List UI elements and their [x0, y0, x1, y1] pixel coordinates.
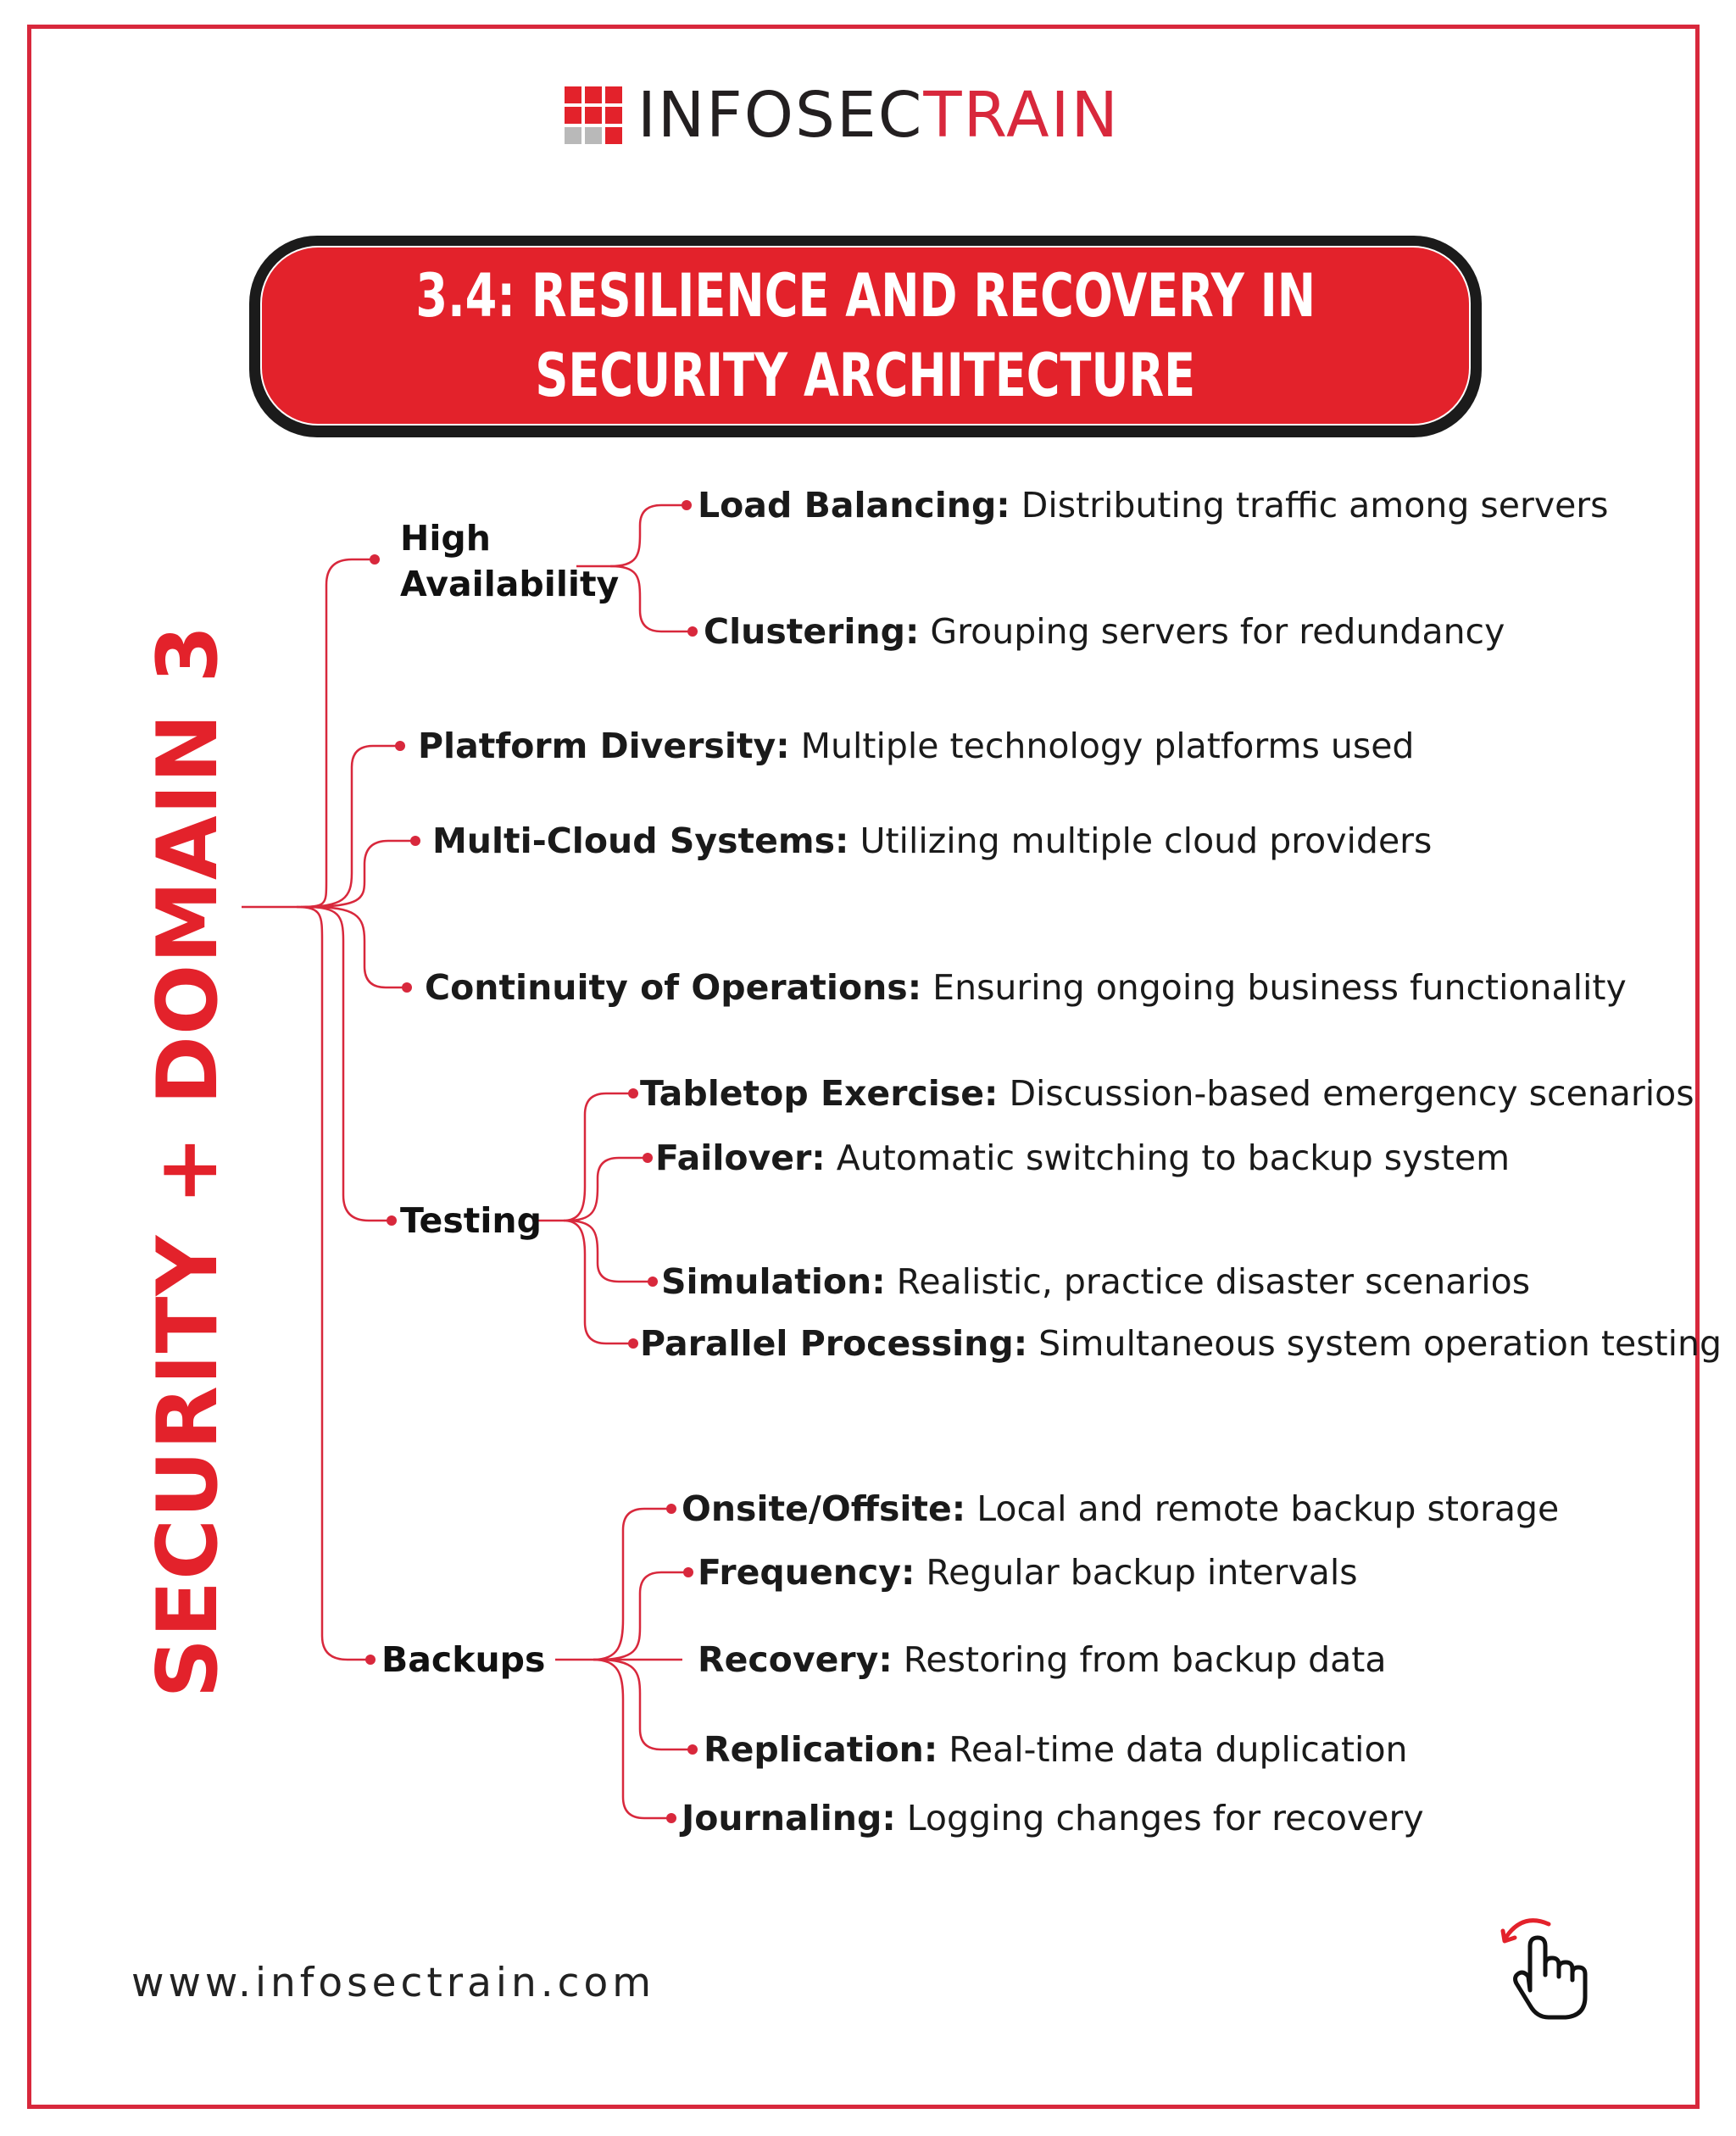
testing-link-failover [566, 1158, 646, 1221]
ha-link-clustering [610, 566, 691, 631]
node-frequency: Frequency: Regular backup intervals [698, 1552, 1358, 1593]
branch-continuity [309, 907, 405, 987]
node-clustering: Clustering: Grouping servers for redundancy [704, 611, 1505, 652]
dot-onsite [666, 1504, 676, 1514]
dot-frequency [683, 1567, 693, 1577]
node-platform-diversity: Platform Diversity: Multiple technology platforms used [418, 726, 1415, 766]
branch-multi-cloud [307, 841, 414, 907]
dot-testing [387, 1215, 397, 1226]
dot-simulation [648, 1277, 658, 1287]
testing-link-simulation [566, 1221, 651, 1282]
node-recovery: Recovery: Restoring from backup data [698, 1639, 1387, 1680]
node-parallel-processing: Parallel Processing: Simultaneous system operation testing [640, 1323, 1722, 1364]
dot-load-balancing [682, 500, 692, 510]
ha-link-load-balancing [610, 505, 685, 566]
group-backups: Backups [381, 1639, 546, 1680]
side-label: SECURITY + DOMAIN 3 [140, 624, 236, 1699]
dot-failover [643, 1153, 653, 1163]
dot-tabletop [628, 1088, 638, 1099]
node-replication: Replication: Real-time data duplication [704, 1729, 1408, 1770]
title-line-1: 3.4: RESILIENCE AND RECOVERY IN [415, 261, 1316, 331]
node-tabletop-exercise: Tabletop Exercise: Discussion-based emergency scenarios [640, 1073, 1694, 1114]
node-load-balancing: Load Balancing: Distributing traffic among servers [698, 485, 1609, 526]
brand-name-part1: INFOSEC [637, 79, 924, 152]
dot-multi-cloud [410, 836, 420, 846]
footer-url[interactable]: www.infosectrain.com [131, 1960, 656, 2006]
backups-link-onsite [593, 1509, 670, 1660]
dot-parallel [628, 1338, 638, 1349]
branch-high-availability [297, 559, 373, 907]
group-high-availability-line2: Availability [400, 564, 620, 604]
brand-name-part2: TRAIN [923, 79, 1120, 152]
dot-continuity [402, 982, 412, 993]
group-testing: Testing [400, 1200, 542, 1241]
dot-journaling [666, 1813, 676, 1823]
node-continuity: Continuity of Operations: Ensuring ongoing business functionality [425, 967, 1627, 1008]
dot-clustering [687, 626, 698, 637]
branch-platform-diversity [301, 746, 398, 907]
title-line-2: SECURITY ARCHITECTURE [535, 341, 1196, 410]
dot-backups [365, 1655, 376, 1665]
hand-pointer-icon [1496, 1905, 1598, 2024]
dot-replication [687, 1744, 698, 1755]
backups-link-replication [598, 1660, 691, 1749]
branch-backups [297, 907, 369, 1660]
node-multi-cloud: Multi-Cloud Systems: Utilizing multiple cloud providers [432, 820, 1433, 861]
branch-testing [305, 907, 390, 1221]
node-failover: Failover: Automatic switching to backup system [655, 1138, 1511, 1178]
group-high-availability-line1: High [400, 518, 491, 559]
dot-high-availability [370, 554, 380, 565]
dot-platform-diversity [395, 741, 405, 751]
group-high-availability [400, 515, 619, 607]
node-onsite-offsite: Onsite/Offsite: Local and remote backup storage [682, 1488, 1560, 1529]
node-journaling: Journaling: Logging changes for recovery [682, 1798, 1424, 1838]
backups-link-journaling [593, 1660, 670, 1818]
node-simulation: Simulation: Realistic, practice disaster scenarios [661, 1261, 1531, 1302]
backups-link-frequency [598, 1572, 687, 1660]
